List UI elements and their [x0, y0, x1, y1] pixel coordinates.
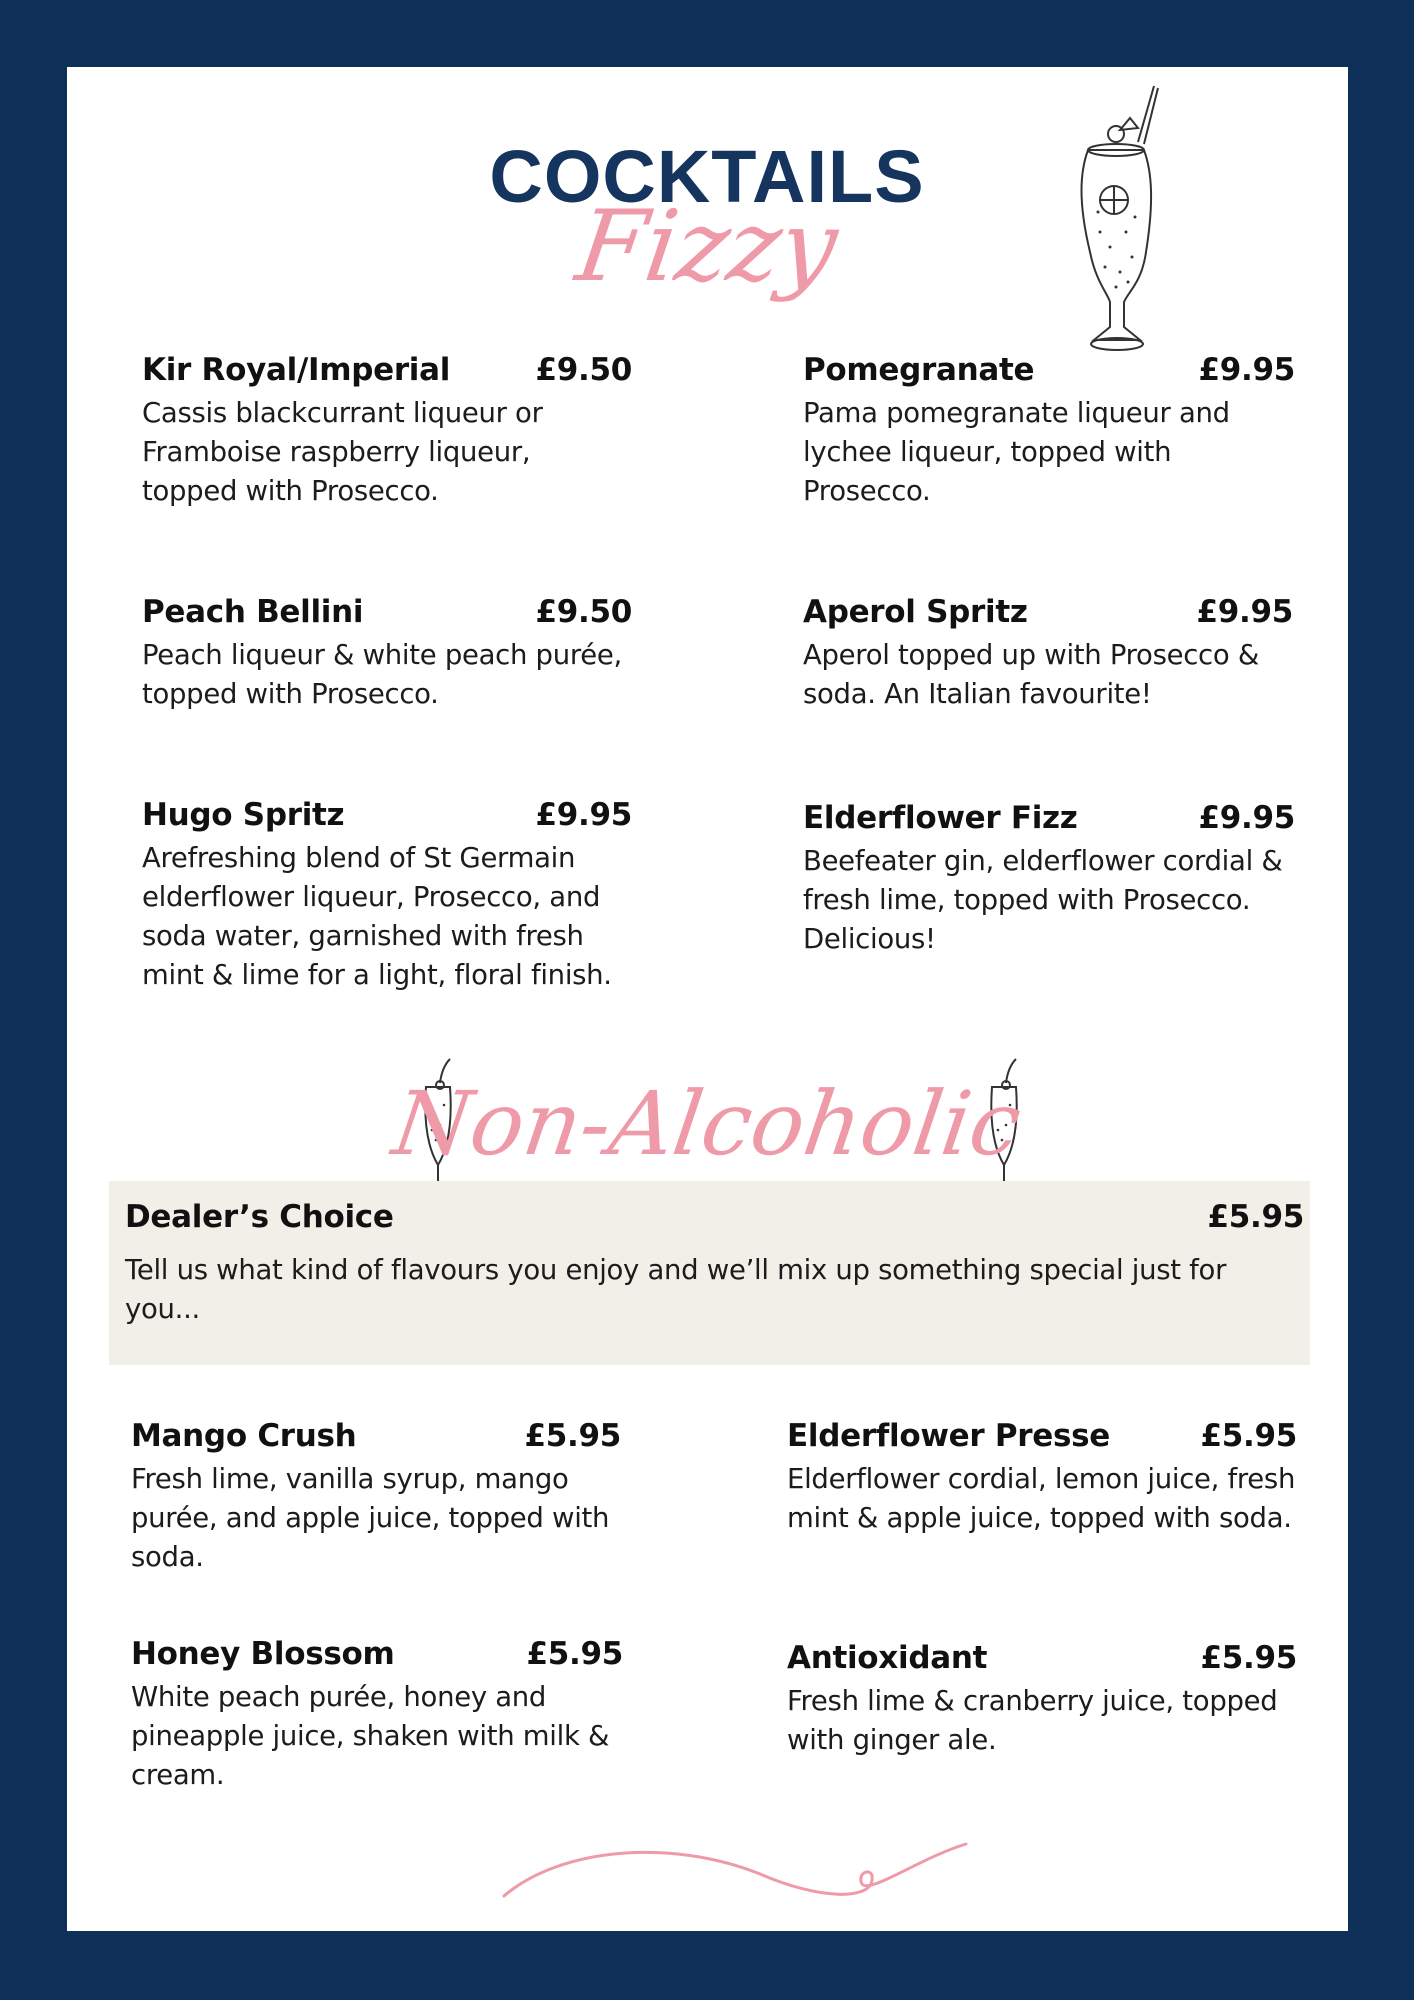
- item-description: Peach liqueur & white peach purée, topped with Prosecco.: [142, 639, 622, 710]
- menu-item: [142, 797, 632, 995]
- item-description: Beefeater gin, elderflower cordial & fresh lime, topped with Prosecco. Delicious!: [803, 845, 1283, 955]
- item-description: Fresh lime, vanilla syrup, mango purée, and apple juice, topped with soda.: [131, 1463, 610, 1573]
- menu-item: [131, 1418, 621, 1577]
- hurricane-glass-icon: [1050, 82, 1170, 362]
- item-price: £5.95: [1200, 1418, 1297, 1454]
- item-name: Aperol Spritz: [803, 594, 1028, 630]
- item-description: White peach purée, honey and pineapple juice, shaken with milk & cream.: [131, 1681, 610, 1791]
- item-price: £5.95: [526, 1636, 623, 1672]
- item-price: £9.95: [535, 797, 632, 833]
- item-description: Tell us what kind of flavours you enjoy and we’ll mix up something special just for you...: [125, 1254, 1227, 1325]
- item-price: £5.95: [524, 1418, 621, 1454]
- item-description: Elderflower cordial, lemon juice, fresh mint & apple juice, topped with soda.: [787, 1463, 1296, 1534]
- item-name: Hugo Spritz: [142, 797, 345, 833]
- item-price: £9.50: [535, 352, 632, 388]
- swirl-divider-icon: [500, 1828, 970, 1908]
- item-price: £5.95: [1200, 1640, 1297, 1676]
- item-price: £9.95: [1198, 352, 1295, 388]
- item-description: Pama pomegranate liqueur and lychee liqueur, topped with Prosecco.: [803, 397, 1230, 507]
- item-price: £9.95: [1196, 594, 1293, 630]
- menu-item: [142, 352, 632, 511]
- menu-item: [131, 1636, 623, 1795]
- page-title: COCKTAILS: [489, 135, 925, 218]
- item-name: Elderflower Fizz: [803, 800, 1078, 836]
- menu-item: [803, 352, 1295, 511]
- item-description: Arefreshing blend of St Germain elderflower liqueur, Prosecco, and soda water, garnished with fresh mint & lime for a light, floral finish.: [142, 842, 612, 991]
- item-name: Pomegranate: [803, 352, 1035, 388]
- menu-item: [787, 1418, 1297, 1538]
- menu-item: [142, 594, 632, 714]
- featured-item: [109, 1181, 1310, 1365]
- fizzy-heading: Fizzy: [570, 190, 844, 304]
- item-price: £5.95: [1207, 1199, 1304, 1235]
- item-name: Antioxidant: [787, 1640, 988, 1676]
- item-name: Kir Royal/Imperial: [142, 352, 451, 388]
- item-name: Mango Crush: [131, 1418, 357, 1454]
- item-name: Peach Bellini: [142, 594, 364, 630]
- item-price: £9.50: [535, 594, 632, 630]
- item-description: Fresh lime & cranberry juice, topped with ginger ale.: [787, 1685, 1278, 1756]
- item-name: Dealer’s Choice: [125, 1199, 394, 1235]
- item-price: £9.95: [1198, 800, 1295, 836]
- item-description: Cassis blackcurrant liqueur or Framboise raspberry liqueur, topped with Prosecco.: [142, 397, 543, 507]
- item-name: Elderflower Presse: [787, 1418, 1111, 1454]
- non-alcoholic-heading: Non-Alcoholic: [387, 1072, 1028, 1175]
- item-name: Honey Blossom: [131, 1636, 395, 1672]
- menu-item: [803, 800, 1303, 959]
- menu-item: [787, 1640, 1297, 1760]
- menu-item: [803, 594, 1293, 714]
- item-description: Aperol topped up with Prosecco & soda. An Italian favourite!: [803, 639, 1259, 710]
